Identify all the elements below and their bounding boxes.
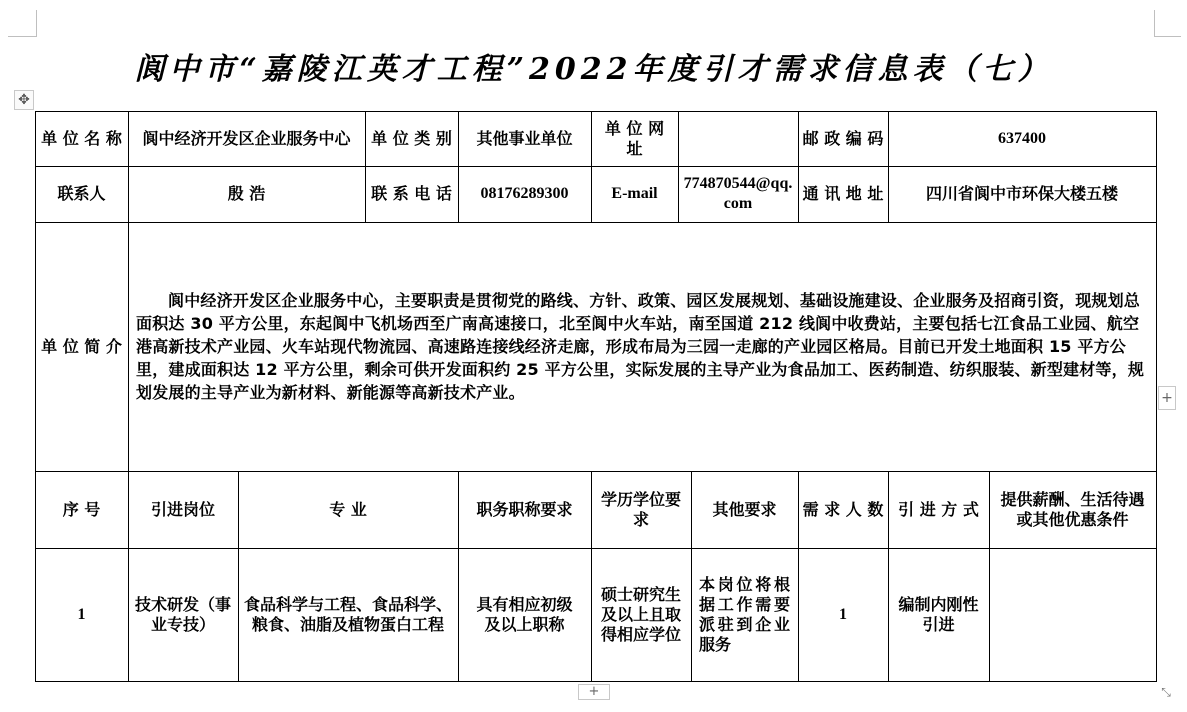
border-v-bot-2 xyxy=(238,471,239,682)
postcode-label: 邮 政 编 码 xyxy=(802,128,884,148)
border-v-right xyxy=(1156,111,1157,682)
header-degree-req: 学历学位要求 xyxy=(600,489,681,529)
border-h-top xyxy=(35,111,1157,112)
page-title: 阆中市“嘉陵江英才工程”2022年度引才需求信息表（七） xyxy=(134,52,1053,87)
address-value: 四川省阆中市环保大楼五楼 xyxy=(925,184,1118,203)
table-row-seq: 1 xyxy=(77,605,86,623)
table-row-major: 食品科学与工程、食品科学、粮食、油脂及植物蛋白工程 xyxy=(243,594,452,634)
table-row-title-req: 具有相应初级及以上职称 xyxy=(476,594,573,634)
border-h-1 xyxy=(35,166,1157,167)
header-other-req: 其他要求 xyxy=(712,499,777,519)
table-row-other-req: 本岗位将根据工作需要派驻到企业服务 xyxy=(699,574,790,654)
phone-label: 联 系 电 话 xyxy=(371,184,452,203)
table-move-handle-icon[interactable]: ✥ xyxy=(14,90,34,110)
header-seq: 序 号 xyxy=(62,499,101,519)
unit-type-value: 其他事业单位 xyxy=(476,128,573,148)
border-v-bot-7 xyxy=(888,471,889,682)
page-corner-mark-top-right xyxy=(1154,10,1181,37)
border-v-left xyxy=(35,111,36,682)
border-v-top-5 xyxy=(678,111,679,222)
add-row-button[interactable]: + xyxy=(578,684,610,700)
email-value: 774870544@qq.com xyxy=(683,175,793,212)
header-benefits: 提供薪酬、生活待遇或其他优惠条件 xyxy=(1000,489,1145,529)
page-corner-mark-top-left xyxy=(8,10,37,37)
border-v-bot-3 xyxy=(458,471,459,682)
contact-label: 联系人 xyxy=(57,184,106,203)
unit-type-label: 单 位 类 别 xyxy=(371,128,452,148)
border-v-top-2 xyxy=(365,111,366,222)
border-v-1 xyxy=(128,111,129,682)
intro-paragraph: 阆中经济开发区企业服务中心，主要职责是贯彻党的路线、方针、政策、园区发展规划、基础设施建设、企业服务及招商引资，现规划总面积达 30 平方公里，东起阆中飞机场西至广南高速接口，北至阆中火车站，南至国道 212 线阆中收费站，主要包括七江食品工业园、航空港高新技术产业园、火车站现代物流园、高速路连接线经济走廊，形成布局为三园一走廊的产业园区格局。目前已开发土地面积 15 平方公里，建成面积达 12 平方公里，剩余可供开发面积约 25 平方公里，实际发展的主导产业为食品加工、医药制造、纺织服装、新型建材等，规划发展的主导产业为新材料、新能源等高新技术产业。 xyxy=(136,291,1145,402)
table-row-benefits xyxy=(989,548,1156,681)
border-v-top-4 xyxy=(591,111,592,222)
header-position: 引进岗位 xyxy=(150,499,215,519)
border-v-top-7 xyxy=(888,111,889,222)
postcode-value: 637400 xyxy=(998,129,1046,147)
border-h-2 xyxy=(35,222,1157,223)
border-v-top-6 xyxy=(798,111,799,222)
header-headcount: 需 求 人 数 xyxy=(802,499,884,519)
address-label: 通 讯 地 址 xyxy=(802,184,884,203)
header-title-req: 职务职称要求 xyxy=(476,499,573,519)
intro-text xyxy=(128,222,1156,471)
table-row-position: 技术研发（事业专技） xyxy=(134,594,231,634)
website-label: 单 位 网 址 xyxy=(604,118,665,158)
header-method: 引 进 方 式 xyxy=(898,499,979,519)
phone-value: 08176289300 xyxy=(480,185,569,202)
website-value xyxy=(678,111,798,166)
border-v-top-3 xyxy=(458,111,459,222)
border-v-bot-5 xyxy=(691,471,692,682)
border-v-bot-6 xyxy=(798,471,799,682)
table-row-headcount: 1 xyxy=(839,605,847,623)
table-row-method: 编制内刚性引进 xyxy=(898,594,979,634)
border-v-bot-4 xyxy=(591,471,592,682)
add-column-button[interactable]: + xyxy=(1158,386,1176,410)
unit-name-value: 阆中经济开发区企业服务中心 xyxy=(142,128,351,148)
border-v-bot-8 xyxy=(989,471,990,682)
unit-name-label: 单 位 名 称 xyxy=(41,128,122,148)
table-resize-handle-icon[interactable]: ⤡ xyxy=(1161,685,1171,699)
email-label: E-mail xyxy=(611,185,658,202)
table-row-degree-req: 硕士研究生及以上且取得相应学位 xyxy=(600,584,681,644)
intro-label: 单 位 简 介 xyxy=(41,336,122,356)
contact-value: 殷 浩 xyxy=(227,184,266,203)
header-major: 专 业 xyxy=(329,499,367,519)
